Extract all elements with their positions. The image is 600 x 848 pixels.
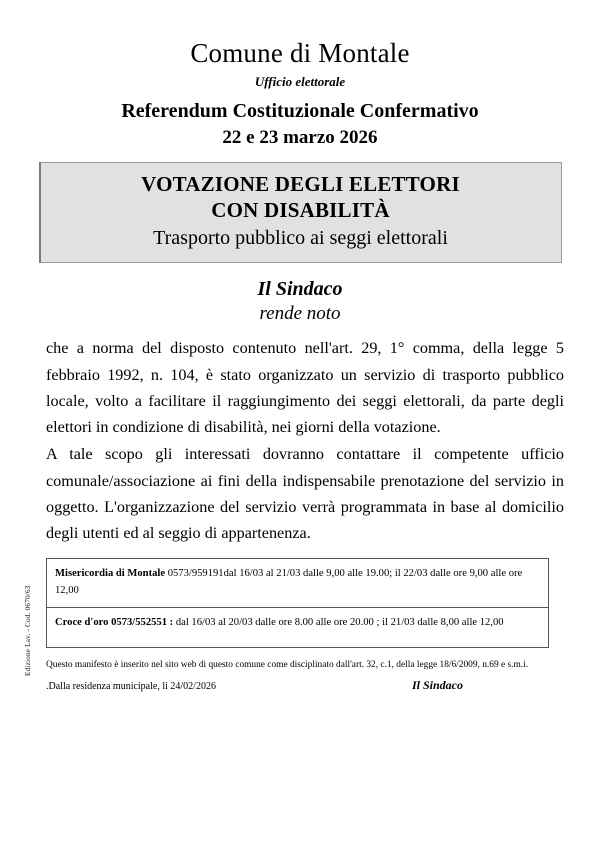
printer-code xyxy=(13,568,32,678)
notice-heading-line-1: VOTAZIONE DEGLI ELETTORI xyxy=(141,172,460,197)
table-row xyxy=(47,559,548,607)
printer-code-label: Edizione Lav. - Cod. 0670/63 xyxy=(24,585,32,676)
body-text xyxy=(46,335,564,546)
footer-date: .Dalla residenza municipale, li 24/02/2026 xyxy=(46,681,216,693)
table-row xyxy=(47,607,548,647)
footer-line xyxy=(46,678,551,693)
declaration-action: rende noto xyxy=(259,302,341,324)
notice-box xyxy=(39,162,562,262)
body-paragraph-2: A tale scopo gli interessati dovranno contattare il competente ufficio comunale/associazione ai fini della indispensabile prenotazione del servizio in oggetto. L'organizzazione del servizio verrà programmata in base al domicilio degli utenti ed al seggio di appartenenza. xyxy=(46,445,564,542)
office-subtitle: Ufficio elettorale xyxy=(254,74,346,90)
footer-note: Questo manifesto è inserito nel sito web di questo comune come disciplinato dall'art. 32, c.1, della legge 18/6/2009, n.69 e s.m.i. xyxy=(46,660,529,671)
organization-title: Comune di Montale xyxy=(190,38,410,68)
contact-details: 0573/959191dal 16/03 al 21/03 dalle 9,00 alle 19.00; il 22/03 dalle ore 9,00 alle ore 12,00 xyxy=(55,568,523,596)
contact-organization: Misericordia di Montale xyxy=(55,568,166,580)
notice-subheading: Trasporto pubblico ai seggi elettorali xyxy=(153,226,448,249)
event-date: 22 e 23 marzo 2026 xyxy=(222,126,378,148)
notice-heading-line-2: CON DISABILITÀ xyxy=(211,197,390,222)
contacts-table xyxy=(46,558,549,648)
body-paragraph-1: che a norma del disposto contenuto nell'art. 29, 1° comma, della legge 5 febbraio 1992, n. 104, è stato organizzato un servizio di trasporto pubblico locale, volto a facilitare il raggiungimento dei seggi elettorali, da parte degli elettori in condizione di disabilità, nei giorni della votazione. xyxy=(46,339,564,437)
declaration-author: Il Sindaco xyxy=(257,277,343,300)
document-header xyxy=(0,0,600,148)
footer-signature: Il Sindaco xyxy=(411,678,463,693)
event-title: Referendum Costituzionale Confermativo xyxy=(121,99,479,122)
contact-details: dal 16/03 al 20/03 dalle ore 8.00 alle ore 20.00 ; il 21/03 dalle 8,00 alle 12,00 xyxy=(173,617,504,629)
declaration-block xyxy=(0,277,600,326)
contact-organization: Croce d'oro 0573/552551 : xyxy=(55,617,174,629)
